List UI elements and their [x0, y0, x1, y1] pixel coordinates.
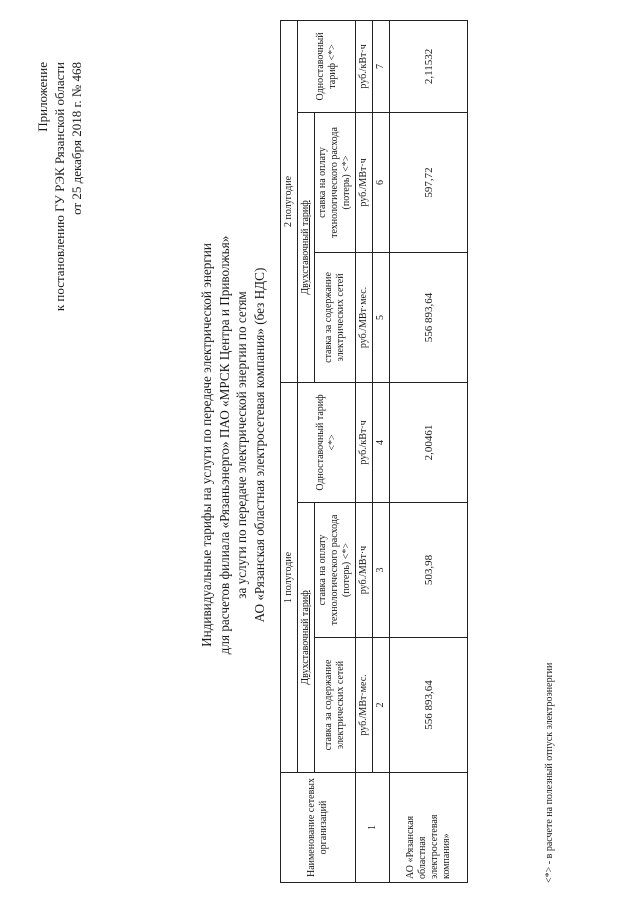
column-number: 5	[373, 252, 390, 382]
h1-losses-value: 503,98	[390, 503, 468, 638]
h2-losses-value: 597,72	[390, 112, 468, 252]
column-number: 2	[373, 638, 390, 773]
half2-maintenance-header: ставка за содержание электрических сетей	[315, 252, 356, 382]
appendix-label: Приложение	[35, 62, 50, 132]
half1-two-rate-label: Двухставочный тариф	[300, 590, 311, 685]
half1-single-rate-header: Одноставочный тариф <*>	[298, 382, 356, 502]
h1-single-rate-value: 2,00461	[390, 382, 468, 502]
column-number: 3	[373, 503, 390, 638]
half2-header: 2 полугодие	[281, 20, 298, 382]
header-row-periods	[281, 20, 298, 882]
half1-header: 1 полугодие	[281, 382, 298, 772]
h2-single-rate-value: 2,11532	[390, 20, 468, 112]
half1-loss-header: ставка на оплату технологического расхода (потерь) <*>	[315, 503, 356, 638]
half2-two-rate-header	[298, 112, 315, 382]
appendix-header	[34, 62, 85, 442]
org-name-cell: АО «Рязанская областная электросетевая компания»	[390, 773, 468, 883]
title-line-3: за услуги по передаче электрической энергии по сетям	[234, 291, 249, 599]
header-row-units	[356, 20, 373, 882]
appendix-date-number: от 25 декабря 2018 г. № 468	[69, 62, 84, 215]
unit-cell: руб./МВт·мес.	[356, 252, 373, 382]
header-row-numbers	[373, 20, 390, 882]
h1-maintenance-value: 556 893,64	[390, 638, 468, 773]
half2-two-rate-label: Двухставочный тариф	[300, 200, 311, 295]
column-number: 4	[373, 382, 390, 502]
unit-cell: руб./МВт·ч	[356, 503, 373, 638]
column-number: 6	[373, 112, 390, 252]
title-line-4: АО «Рязанская областная электросетевая компания» (без НДС)	[251, 267, 267, 623]
unit-cell: руб./кВт·ч	[356, 382, 373, 502]
org-number-cell: 1	[356, 773, 390, 883]
header-row-tariff-types	[298, 20, 315, 882]
unit-cell: руб./МВт·ч	[356, 112, 373, 252]
half1-two-rate-header	[298, 503, 315, 773]
unit-cell: руб./МВт·мес.	[356, 638, 373, 773]
title-line-1: Индивидуальные тарифы на услуги по передаче электрической энергии	[199, 243, 214, 647]
tariff-table	[280, 20, 468, 883]
table-row	[390, 20, 468, 882]
org-column-header: Наименование сетевых организаций	[281, 773, 356, 883]
column-number: 7	[373, 20, 390, 112]
half2-single-rate-header: Одноставочный тариф <*>	[298, 20, 356, 112]
footnote: <*> - в расчете на полезный отпуск электроэнергии	[544, 662, 555, 883]
appendix-resolution: к постановлению ГУ РЭК Рязанской области	[52, 62, 67, 312]
half1-maintenance-header: ставка за содержание электрических сетей	[315, 638, 356, 773]
h2-maintenance-value: 556 893,64	[390, 252, 468, 382]
unit-cell: руб./кВт·ч	[356, 20, 373, 112]
title-line-2: для расчетов филиала «Рязаньэнерго» ПАО «МРСК Центра и Приволжья»	[216, 235, 232, 655]
document-title	[198, 125, 268, 765]
half2-loss-header: ставка на оплату технологического расхода (потерь) <*>	[315, 112, 356, 252]
